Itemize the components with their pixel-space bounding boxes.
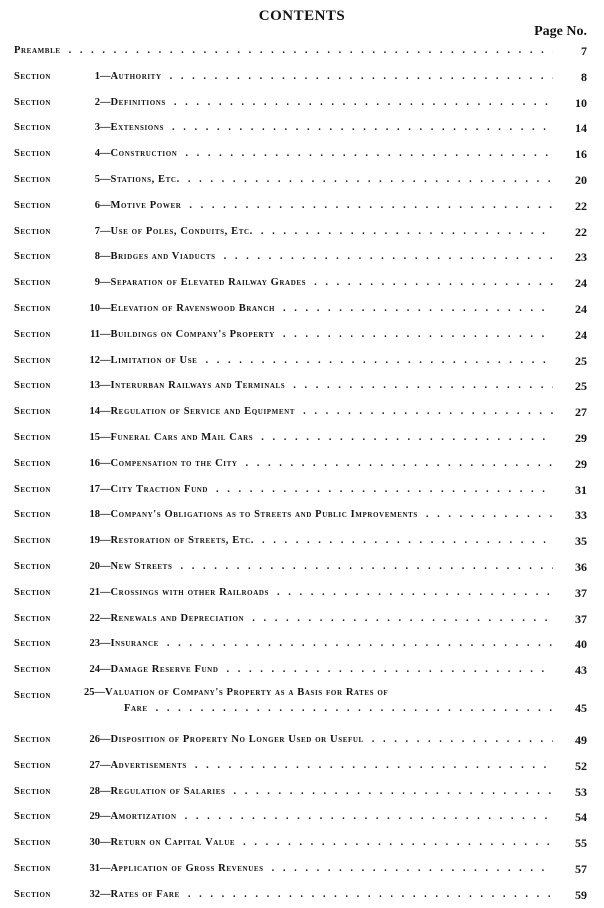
dot-leader [243,830,553,856]
dot-leader [272,856,553,882]
entry-title: Insurance [110,638,159,650]
section-number: 27 [89,759,100,771]
dot-leader [205,348,553,374]
dot-leader [261,425,553,451]
section-label: Section [14,690,51,701]
section-label: Section [14,863,51,874]
em-dash: — [100,303,111,314]
dot-leader [293,373,553,399]
entry-title: Interurban Railways and Terminals [110,380,286,392]
section-label: Section [14,837,51,849]
page-number: 14 [575,121,587,136]
section-label: Section [14,561,51,572]
section-label: Section [14,734,51,745]
entry-title: Bridges and Viaducts [110,251,216,263]
entry-title: Disposition of Property No Longer Used or Useful [110,734,364,745]
dot-leader [227,657,554,683]
entry-body [84,477,553,503]
entry-title: Extensions [110,122,164,134]
entry-title: Renewals and Depreciation [110,612,245,624]
entry-title: Valuation of Company's Property as a Basis for Rates of [105,687,389,698]
page-number-column-header: Page No. [534,24,587,39]
toc-entry-section-19 [14,528,587,554]
entry-title: Amortization [110,811,177,823]
section-label: Section [14,483,51,495]
em-dash: — [100,638,111,650]
em-dash: — [100,888,111,900]
toc-entry-section-17 [14,477,587,503]
section-number: 15 [89,432,100,443]
toc-entry-section-1 [14,64,587,90]
toc-entry-section-25 [14,683,587,715]
section-label: Section [14,759,51,771]
dot-leader [216,477,553,503]
dot-leader [195,753,553,779]
em-dash: — [100,328,111,340]
em-dash: — [100,148,111,160]
page-number: 31 [575,482,587,497]
em-dash: — [100,535,111,547]
page-number: 24 [575,276,587,291]
em-dash: — [100,612,111,624]
table-of-contents [0,34,604,904]
toc-entry-section-24 [14,657,587,683]
section-number: 32 [89,888,100,900]
section-number: 21 [89,586,100,598]
page-number: 23 [575,250,587,265]
entry-body [14,38,553,64]
entry-title: Preamble [14,45,61,56]
em-dash: — [100,277,111,289]
dot-leader [188,167,553,193]
section-number: 7 [94,225,100,237]
em-dash: — [100,225,111,237]
entry-body [84,753,553,779]
entry-title: Motive Power [110,199,182,211]
toc-entry-section-6 [14,193,587,219]
entry-title: Compensation to the City [110,457,238,469]
dot-leader [174,90,553,116]
section-number: 29 [89,811,100,823]
toc-entry-section-21 [14,580,587,606]
section-label: Section [14,785,51,797]
entry-body [84,270,553,296]
dot-leader [172,115,553,141]
em-dash: — [100,561,111,572]
toc-entry-section-12 [14,348,587,374]
section-number: 5 [94,174,100,185]
section-label: Section [14,96,51,108]
dot-leader [185,141,553,167]
em-dash: — [94,687,105,698]
section-number: 22 [89,612,100,624]
toc-entry-section-2 [14,90,587,116]
section-number: 4 [94,148,100,160]
entry-title: Buildings on Company's Property [110,328,275,340]
toc-entry-section-28 [14,779,587,805]
section-label: Section [14,277,51,289]
toc-entry-section-23 [14,631,587,657]
toc-entry-section-32 [14,882,587,908]
entry-title: New Streets [110,561,173,572]
entry-body [84,425,553,451]
toc-entry-section-4 [14,141,587,167]
section-number: 6 [94,199,100,211]
entry-title-continued: Fare [124,703,148,714]
section-number: 20 [89,561,100,572]
page-number: 27 [575,405,587,420]
entry-body [84,399,553,425]
dot-leader [167,631,553,657]
dot-leader [261,219,553,245]
entry-body [84,779,553,805]
dot-leader [283,296,553,322]
entry-title: Definitions [110,96,166,108]
entry-body [84,631,553,657]
entry-title: Limitation of Use [110,354,198,366]
entry-body [84,90,553,116]
toc-entry-preamble [14,38,587,64]
section-label: Section [14,380,51,392]
page-number: 33 [575,508,587,523]
section-number: 10 [89,303,100,314]
section-number: 1 [94,70,100,82]
section-label: Section [14,328,51,340]
page-number: 8 [581,69,587,84]
page-number: 57 [575,862,587,876]
entry-title: Separation of Elevated Railway Grades [110,277,307,289]
section-label: Section [14,174,51,185]
section-number: 12 [89,354,100,366]
em-dash: — [100,509,111,521]
page-number: 29 [575,431,587,445]
em-dash: — [100,122,111,134]
em-dash: — [100,586,111,598]
entry-body [84,115,553,141]
section-label: Section [14,70,51,82]
page-number: 7 [581,44,587,58]
section-number: 17 [89,483,100,495]
entry-line-2 [124,701,553,717]
dot-leader [69,38,553,64]
dot-leader [233,779,553,805]
em-dash: — [100,406,111,418]
toc-entry-section-5 [14,167,587,193]
em-dash: — [100,457,111,469]
toc-entry-section-9 [14,270,587,296]
entry-body [84,373,553,399]
section-label: Section [14,888,51,900]
entry-body [84,580,553,606]
entry-line-1 [84,685,553,701]
entry-body [84,244,553,270]
dot-leader [188,882,553,908]
em-dash: — [100,785,111,797]
page-number: 52 [575,758,587,773]
entry-title: Construction [110,148,178,160]
entry-body [84,804,553,830]
toc-entry-section-13 [14,373,587,399]
section-label: Section [14,225,51,237]
entry-title: Return on Capital Value [110,837,236,849]
section-label: Section [14,122,51,134]
dot-leader [180,554,553,580]
section-number: 3 [94,122,100,134]
em-dash: — [100,734,111,745]
page-number: 55 [575,836,587,851]
section-number: 14 [89,406,100,418]
entry-body [84,219,553,245]
page-number: 59 [575,887,587,902]
entry-body [84,502,553,528]
page-number: 45 [575,701,587,715]
section-number: 23 [89,638,100,650]
entry-title: Stations, Etc. [110,174,180,185]
entry-title: Authority [110,70,162,82]
section-label: Section [14,251,51,263]
section-label: Section [14,432,51,443]
entry-title: Damage Reserve Fund [110,664,219,676]
section-number: 18 [89,509,100,521]
page-number: 24 [575,302,587,316]
section-number: 13 [89,380,100,392]
page-number: 36 [575,560,587,574]
entry-body [84,685,553,717]
page-number: 37 [575,585,587,600]
toc-entry-section-20 [14,554,587,580]
entry-body [84,348,553,374]
section-number: 8 [94,251,100,263]
toc-entry-section-22 [14,606,587,632]
entry-body [84,882,553,908]
entry-body [84,141,553,167]
page-number: 37 [575,611,587,626]
dot-leader [189,193,553,219]
em-dash: — [100,199,111,211]
em-dash: — [100,96,111,108]
entry-body [84,856,553,882]
section-number: 11 [90,328,100,340]
entry-title: Use of Poles, Conduits, Etc. [110,225,253,237]
entry-body [84,296,553,322]
em-dash: — [100,837,111,849]
section-number: 25 [84,687,95,698]
toc-entry-section-3 [14,115,587,141]
entry-body [84,451,553,477]
dot-leader [277,580,553,606]
entry-body [84,657,553,683]
section-number: 24 [89,664,100,676]
page-number: 22 [575,224,587,239]
em-dash: — [100,811,111,823]
section-label: Section [14,664,51,676]
entry-title: Crossings with other Railroads [110,586,270,598]
section-label: Section [14,148,51,160]
toc-entry-section-29 [14,804,587,830]
section-label: Section [14,586,51,598]
dot-leader [426,502,553,528]
page-number: 22 [575,198,587,213]
section-label: Section [14,406,51,418]
page-number: 25 [575,353,587,368]
section-label: Section [14,509,51,521]
page-number: 10 [575,95,587,110]
section-number: 26 [89,734,100,745]
entry-body [84,727,553,753]
dot-leader [262,528,553,554]
entry-body [84,322,553,348]
entry-title: Regulation of Salaries [110,785,226,797]
page-number: 53 [575,784,587,799]
dot-leader [185,804,553,830]
section-number: 19 [89,535,100,547]
page-number: 43 [575,663,587,678]
section-number: 16 [89,457,100,469]
toc-entry-section-27 [14,753,587,779]
section-label: Section [14,612,51,624]
entry-body [84,606,553,632]
em-dash: — [100,664,111,676]
entry-title: Elevation of Ravenswood Branch [110,303,276,314]
page-number: 40 [575,637,587,652]
page-number: 24 [575,327,587,342]
dot-leader [372,727,553,753]
toc-entry-section-8 [14,244,587,270]
em-dash: — [100,354,111,366]
page-number: 35 [575,534,587,549]
page-title: CONTENTS [258,8,346,24]
page-number: 20 [575,173,587,187]
dot-leader [170,64,553,90]
section-label: Section [14,535,51,547]
section-label: Section [14,303,51,314]
toc-entry-section-18 [14,502,587,528]
em-dash: — [100,380,111,392]
toc-entry-section-14 [14,399,587,425]
toc-entry-section-30 [14,830,587,856]
toc-entry-section-31 [14,856,587,882]
em-dash: — [100,70,111,82]
em-dash: — [100,863,111,874]
page-number: 25 [575,379,587,394]
entry-title: Company's Obligations as to Streets and Public Improvements [110,509,418,521]
toc-entry-section-16 [14,451,587,477]
section-number: 31 [89,863,100,874]
dot-leader [156,701,553,717]
dot-leader [303,399,553,425]
em-dash: — [100,174,111,185]
toc-entry-section-11 [14,322,587,348]
section-number: 30 [89,837,100,849]
entry-body [84,554,553,580]
em-dash: — [100,432,111,443]
page-number: 49 [575,733,587,747]
toc-entry-section-10 [14,296,587,322]
em-dash: — [100,483,111,495]
section-label: Section [14,638,51,650]
entry-title: Rates of Fare [110,888,180,900]
dot-leader [283,322,553,348]
section-label: Section [14,811,51,823]
entry-title: City Traction Fund [110,483,209,495]
entry-title: Funeral Cars and Mail Cars [110,432,254,443]
entry-title: Restoration of Streets, Etc. [110,535,254,547]
section-number: 9 [94,277,100,289]
section-number: 28 [89,785,100,797]
entry-body [84,830,553,856]
section-label: Section [14,457,51,469]
em-dash: — [100,251,111,263]
entry-body [84,528,553,554]
section-number: 2 [94,96,100,108]
toc-entry-section-15 [14,425,587,451]
dot-leader [314,270,553,296]
page-number: 29 [575,456,587,471]
section-label: Section [14,354,51,366]
toc-entry-section-26 [14,727,587,753]
entry-title: Advertisements [110,759,187,771]
entry-body [84,167,553,193]
entry-body [84,193,553,219]
page-number: 16 [575,147,587,162]
section-label: Section [14,199,51,211]
dot-leader [246,451,553,477]
dot-leader [252,606,553,632]
entry-title: Application of Gross Revenues [110,863,264,874]
entry-title: Regulation of Service and Equipment [110,406,296,418]
page-number: 54 [575,810,587,825]
em-dash: — [100,759,111,771]
dot-leader [224,244,553,270]
entry-body [84,64,553,90]
toc-entry-section-7 [14,219,587,245]
